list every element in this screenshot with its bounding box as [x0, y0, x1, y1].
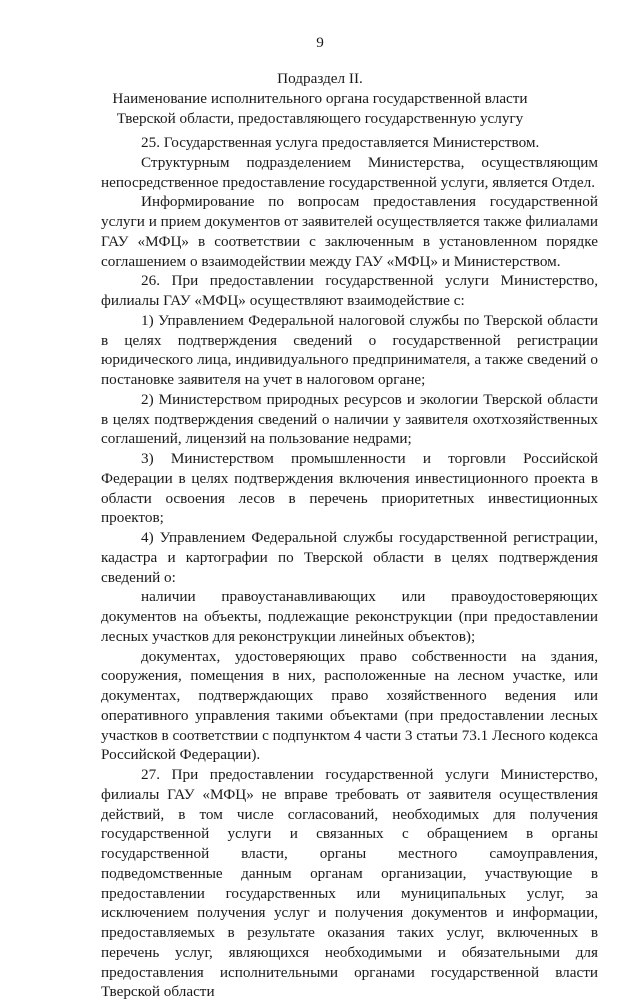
document-body — [101, 133, 598, 1002]
list-item-3: 3) Министерством промышленности и торговли Российской Федерации в целях подтверждения включения инвестиционного проекта в области освоения лесов в перечень приоритетных инвестиционных проектов; — [101, 450, 598, 527]
list-item-2: 2) Министерством природных ресурсов и экологии Тверской области в целях подтверждения сведений о наличии у заявителя охотхозяйственных соглашений, лицензий на пользование недрами; — [101, 390, 598, 448]
paragraph-27: 27. При предоставлении государственной услуги Министерство, филиалы ГАУ «МФЦ» не вправе требовать от заявителя осуществления действий, в том числе согласований, необходимых для получения государственной услуги и связанных с обращением в органы государственной власти, органы местного самоуправления, подведомственные данным органам организации, участвующие в предоставлении государственных или муниципальных услуг, за исключением получения услуг и получения документов и информации, предоставляемых в результате оказания таких услуг, включенных в перечень услуг, являющихся необходимыми и обязательными для предоставления исполнительными органами государственной власти Тверской области — [101, 766, 598, 1001]
subsection-heading — [60, 69, 580, 128]
list-item-1: 1) Управлением Федеральной налоговой службы по Тверской области в целях подтверждения сведений о государственной регистрации юридического лица, индивидуального предпринимателя, а также сведений о постановке заявителя на учет в налоговом органе; — [101, 311, 598, 388]
subsection-title: Подраздел II. — [277, 70, 363, 87]
paragraph-26: 26. При предоставлении государственной услуги Министерство, филиалы ГАУ «МФЦ» осуществляют взаимодействие с: — [101, 272, 598, 309]
paragraph-25: 25. Государственная услуга предоставляется Министерством. — [141, 134, 540, 151]
sub-item-rights-documents: наличии правоустанавливающих или правоудостоверяющих документов на объекты, подлежащие реконструкции (при предоставлении лесных участков для реконструкции линейных объектов); — [101, 588, 598, 645]
sub-item-ownership-documents: документах, удостоверяющих право собственности на здания, сооружения, помещения в них, расположенные на лесном участке, или документах, подтверждающих право хозяйственного ведения или оперативного управления такими объектами (при предоставлении лесных участков в соответствии с подпунктом 4 части 3 статьи 73.1 Лесного кодекса Российской Федерации). — [101, 647, 598, 764]
subsection-name-line-1: Наименование исполнительного органа государственной власти — [112, 89, 528, 107]
paragraph-informing: Информирование по вопросам предоставления государственной услуги и прием документов от заявителей осуществляется также филиалами ГАУ «МФЦ» в соответствии с заключенным в установленном порядке соглашением о взаимодействии между ГАУ «МФЦ» и Министерством. — [101, 193, 598, 270]
subsection-name-line-2: Тверской области, предоставляющего государственную услугу — [116, 109, 524, 127]
paragraph-structural-unit: Структурным подразделением Министерства, осуществляющим непосредственное предоставление государственной услуги, является Отдел. — [101, 153, 598, 191]
list-item-4: 4) Управлением Федеральной службы государственной регистрации, кадастра и картографии по Тверской области в целях подтверждения сведений о: — [101, 529, 598, 586]
page-number: 9 — [316, 34, 324, 51]
